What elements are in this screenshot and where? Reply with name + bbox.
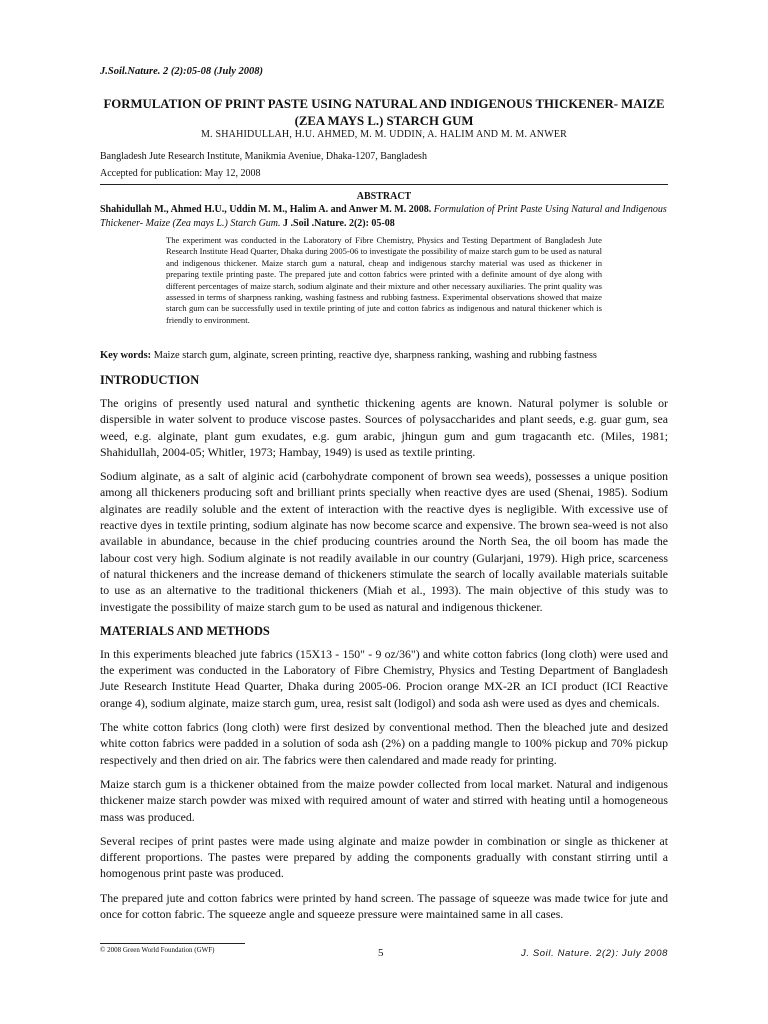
divider-rule <box>100 184 668 185</box>
main-content <box>100 372 668 930</box>
journal-citation-header: J.Soil.Nature. 2 (2):05-08 (July 2008) <box>100 66 264 77</box>
accepted-date: Accepted for publication: May 12, 2008 <box>100 168 261 179</box>
keywords-label: Key words: <box>100 350 152 361</box>
abstract-body: The experiment was conducted in the Laboratory of Fibre Chemistry, Physics and Testing Department of Bangladesh Jute Research Institute Head Quarter, Dhaka during 2005-06 to investigate the possibility of maize starch gum to be used as natural and indigenous thickener. Maize starch gum a natural, cheap and indigenous starchy material was used as thickener in preparing textile printing paste. The prepared jute and cotton fabrics were printed with a definite amount of dye along with different percentages of maize starch, sodium alginate and their mixture and other necessary auxiliaries. The print quality was assessed in terms of sharpness ranking, washing fastness and rubbing fastness. Experimental observations showed that maize starch gum can be successfully used in textile printing of jute and cotton fabrics as indigenous and natural thickener which is friendly to environment. <box>166 235 602 325</box>
methods-paragraph-5: The prepared jute and cotton fabrics were printed by hand screen. The passage of squeeze was made twice for jute and once for cotton fabric. The squeeze angle and squeeze pressure were maintained same in all cases. <box>100 890 668 922</box>
title-line-2: (ZEA MAYS L.) STARCH GUM <box>294 114 474 128</box>
abstract-citation <box>100 203 668 231</box>
citation-title: Formulation of Print Paste Using Natural and Indigenous Thickener- Maize (Zea mays L.) Starch Gum. <box>100 204 667 229</box>
methods-paragraph-4: Several recipes of print pastes were made using alginate and maize powder in combination or single as thickener at different proportions. The pastes were prepared by adding the components gradually with constant stirring until a homogenous print paste was produced. <box>100 833 668 881</box>
methods-paragraph-3: Maize starch gum is a thickener obtained from the maize powder collected from local market. Natural and indigenous thickener maize starch powder was mixed with required amount of water and stirred with heating until a homogeneous mass was produced. <box>100 776 668 824</box>
introduction-paragraph-1: The origins of presently used natural and synthetic thickening agents are known. Natural polymer is soluble or dispersible in water solvent to produce viscose pastes. Sources of polysaccharides and plant seeds, e.g. guar gum, sea weed, e.g. alginate, plant gum exudates, e.g. gum arabic, jhingun gum and gum tragacanth etc. (Miles, 1981; Shahidullah, 2004-05; Whitler, 1973; Hambay, 1949) is used as textile printing. <box>100 396 668 459</box>
running-footer: J. Soil. Nature. 2(2): July 2008 <box>521 948 668 959</box>
copyright-footnote: © 2008 Green World Foundation (GWF) <box>100 946 215 954</box>
citation-authors: Shahidullah M., Ahmed H.U., Uddin M. M., Halim A. and Anwer M. M. 2008. <box>100 204 432 215</box>
author-affiliation: Bangladesh Jute Research Institute, Manikmia Aveniue, Dhaka-1207, Bangladesh <box>100 151 427 162</box>
keywords-line <box>100 350 668 361</box>
title-line-1: FORMULATION OF PRINT PASTE USING NATURAL AND INDIGENOUS THICKENER- MAIZE <box>103 97 665 111</box>
keywords-text: Maize starch gum, alginate, screen printing, reactive dye, sharpness ranking, washing and rubbing fastness <box>153 350 597 361</box>
author-list: M. SHAHIDULLAH, H.U. AHMED, M. M. UDDIN, A. HALIM AND M. M. ANWER <box>200 129 568 140</box>
introduction-paragraph-2: Sodium alginate, as a salt of alginic acid (carbohydrate component of brown sea weeds), possesses a unique position among all thickeners producing soft and brilliant prints specially when reactive dyes are used (Shenai, 1985). Sodium alginates are readily soluble and the extent of interaction with the reactive dyes is negligible. With excessive use of reactive dyes in textile printing, sodium alginate has now become scarce and expensive. The brown sea-weed is not also available in abundance, because in the chief producing countries around the North Sea, the oil boom has made the labour cost very high. Sodium alginate is not readily available in our country (Gularjani, 1979). High price, scarceness of natural thickeners and the increase demand of thickeners stimulate the search of locally available materials suitable to use as an alternative to the traditional thickeners (Miah et al., 1993). The main objective of this study was to investigate the possibility of maize starch gum to be used as natural and indigenous thickener. <box>100 469 668 614</box>
methods-heading: MATERIALS AND METHODS <box>100 623 270 638</box>
page-number: 5 <box>378 947 384 959</box>
introduction-heading: INTRODUCTION <box>100 373 200 387</box>
paper-title <box>96 96 672 130</box>
footnote-rule <box>100 943 245 944</box>
abstract-heading: ABSTRACT <box>356 191 412 202</box>
methods-paragraph-1: In this experiments bleached jute fabrics (15X13 - 150" - 9 oz/36") and white cotton fabrics (long cloth) were used and the experiment was conducted in the Laboratory of Fibre Chemistry, Physics and Testing Department of Bangladesh Jute Research Institute Head Quarter, Dhaka during 2005-06. Procion orange MX-2R an ICI product (ICI Reactive orange 4), sodium alginate, maize starch gum, urea, resist salt (lodigol) and soda ash were used as dyes and chemicals. <box>100 646 668 710</box>
methods-paragraph-2: The white cotton fabrics (long cloth) were first desized by conventional method. Then the bleached jute and desized white cotton fabrics were padded in a solution of soda ash (2%) on a padding mangle to 100% pickup and 70% pickup respectively and then dried on air. The fabrics were then calendared and made ready for printing. <box>100 720 668 767</box>
citation-journal: J .Soil .Nature. 2(2): 05-08 <box>283 218 395 229</box>
